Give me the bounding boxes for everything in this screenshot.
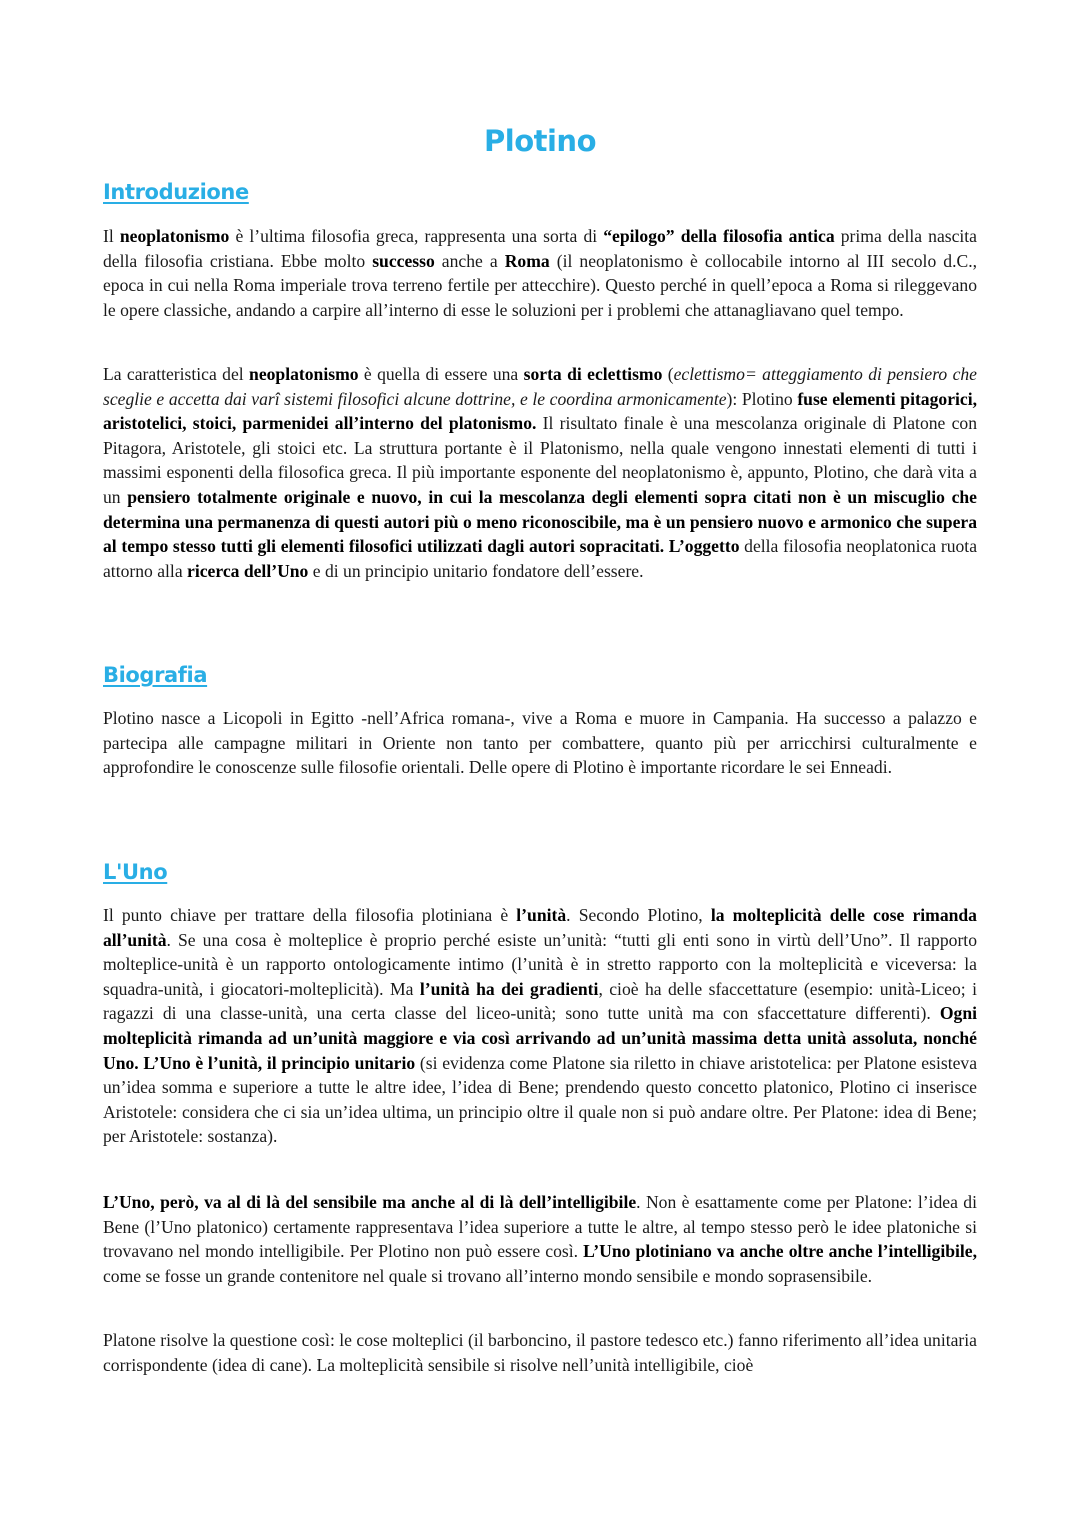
- text-run: . Non è esattamente come per Platone: l’idea di Bene (l’Uno platonico) certamente rappresentava l’idea superiore a tutte le altre, al tempo stesso però le idee platoniche si trovavano nel mondo intelligibile. Per Plotino non può essere così.: [103, 1192, 977, 1262]
- paragraph: [103, 1328, 977, 1377]
- bold-text: L’Uno plotiniano va anche oltre anche l’intelligibile,: [583, 1241, 977, 1262]
- text-run: La caratteristica del: [103, 364, 250, 384]
- text-run: . Secondo Plotino,: [566, 905, 711, 925]
- paragraph: [103, 362, 977, 583]
- text-run: prima della nascita della filosofia cristiana. Ebbe molto: [103, 226, 977, 271]
- bold-text: Ogni molteplicità rimanda ad un’unità maggiore e via così arrivando ad un’unità massima detta unità assoluta, nonché Uno. L’Uno è l’unità, il principio unitario: [103, 1003, 977, 1073]
- text-run: anche a: [434, 250, 505, 271]
- bold-text: l’unità ha dei gradienti: [419, 978, 599, 999]
- bold-text: fuse elementi pitagorici, aristotelici, stoici, parmenidei all’interno del platonismo.: [103, 388, 977, 434]
- bold-text: neoplatonismo: [249, 364, 359, 384]
- bold-text: successo: [372, 250, 435, 271]
- text-run: Platone risolve la questione così: le cose molteplici (il barboncino, il pastore tedesco etc.) fanno riferimento all’idea unitaria corrispondente (idea di cane). La molteplicità sensibile si risolve nell’unità intelligibile, cioè: [103, 1330, 977, 1375]
- text-run: e di un principio unitario fondatore dell’essere.: [308, 560, 644, 581]
- bold-text: ricerca dell’Uno: [187, 560, 309, 581]
- paragraph: [103, 224, 977, 322]
- bold-text: pensiero totalmente originale e nuovo, in cui la mescolanza degli elementi sopra citati non è un miscuglio che determina una permanenza di questi autori più o meno riconoscibile, ma è un pensiero nuovo e armonico che supera al tempo stesso tutti gli elementi filosofici utilizzati dagli autori sopracitati. L’oggetto: [103, 486, 977, 557]
- bold-text: “epilogo” della filosofia antica: [603, 226, 835, 246]
- text-run: Il: [103, 226, 120, 246]
- bold-text: Roma: [504, 250, 550, 271]
- text-run: come se fosse un grande contenitore nel quale si trovano all’interno mondo sensibile e mondo soprasensibile.: [103, 1265, 873, 1286]
- text-run: Plotino nasce a Licopoli in Egitto -nell’Africa romana-, vive a Roma e muore in Campania. Ha successo a palazzo e partecipa alle campagne militari in Oriente non tanto per combattere, quanto più per arricchirsi culturalmente e approfondire le conoscenze sulle filosofie orientali. Delle opere di Plotino è importante ricordare le sei Enneadi.: [103, 708, 977, 778]
- text-run: Il risultato finale è una mescolanza originale di Platone con Pitagora, Aristotele, gli stoici etc. La struttura portante è il Platonismo, nella quale vengono innestati elementi di tutti i massimi esponenti della filosofica greca. Il più importante esponente del neoplatonismo è, appunto, Plotino, che darà vita a un: [103, 413, 977, 507]
- page-title: Plotino: [484, 124, 596, 158]
- paragraph: [103, 1190, 977, 1288]
- text-run: . Se una cosa è molteplice è proprio perché esiste un’unità: “tutti gli enti sono in virtù dell’Uno”. Il rapporto molteplice-unità è un rapporto ontologicamente intimo (l’unità è in stretto rapporto con la molteplicità e viceversa: la squadra-unità, i giocatori-molteplicità). Ma: [103, 929, 977, 999]
- text-run: ): Plotino: [726, 388, 798, 409]
- bold-text: la molteplicità delle cose rimanda all’unità: [103, 905, 977, 950]
- italic-text: eclettismo= atteggiamento di pensiero che sceglie e accetta dai varî sistemi filosofici alcune dottrine, e le coordina armonicamente: [103, 364, 977, 409]
- text-run: (il neoplatonismo è collocabile intorno al III secolo d.C., epoca in cui nella Roma imperiale trova terreno fertile per attecchire). Questo perché in quell’epoca a Roma si rileggevano le opere classiche, andando a carpire all’interno di esse le soluzioni per i problemi che attanagliavano quel tempo.: [103, 250, 978, 320]
- bold-text: neoplatonismo: [119, 226, 230, 246]
- text-run: della filosofia neoplatonica ruota attorno alla: [103, 536, 978, 581]
- paragraph: [103, 706, 977, 780]
- bold-text: L’Uno, però, va al di là del sensibile ma anche al di là dell’intelligibile: [103, 1192, 637, 1212]
- paragraph: [103, 903, 977, 1149]
- bold-text: l’unità: [516, 905, 567, 925]
- bold-text: sorta di eclettismo: [523, 364, 663, 384]
- section-heading-luno: L'Uno: [103, 860, 168, 884]
- section-heading-biografia: Biografia: [103, 663, 208, 687]
- text-run: è l’ultima filosofia greca, rappresenta una sorta di: [229, 226, 604, 246]
- text-run: Il punto chiave per trattare della filosofia plotiniana è: [103, 905, 517, 925]
- text-run: , cioè ha delle sfaccettature (esempio: unità-Liceo; i ragazzi di una classe-unità, una certa classe del liceo-unità; sono tutte unità ma con sfaccettature differenti).: [103, 978, 977, 1024]
- section-heading-introduzione: Introduzione: [103, 180, 249, 204]
- text-run: (: [662, 364, 674, 384]
- text-run: (si evidenza come Platone sia riletto in chiave aristotelica: per Platone esisteva un’idea somma e superiore a tutte le altre idee, l’idea di Bene; prendendo questo concetto platonico, Plotino ci inserisce Aristotele: considera che ci sia un’idea ultima, un principio oltre il quale non si può andare oltre. Per Platone: idea di Bene; per Aristotele: sostanza).: [103, 1052, 977, 1147]
- text-run: è quella di essere una: [358, 364, 524, 384]
